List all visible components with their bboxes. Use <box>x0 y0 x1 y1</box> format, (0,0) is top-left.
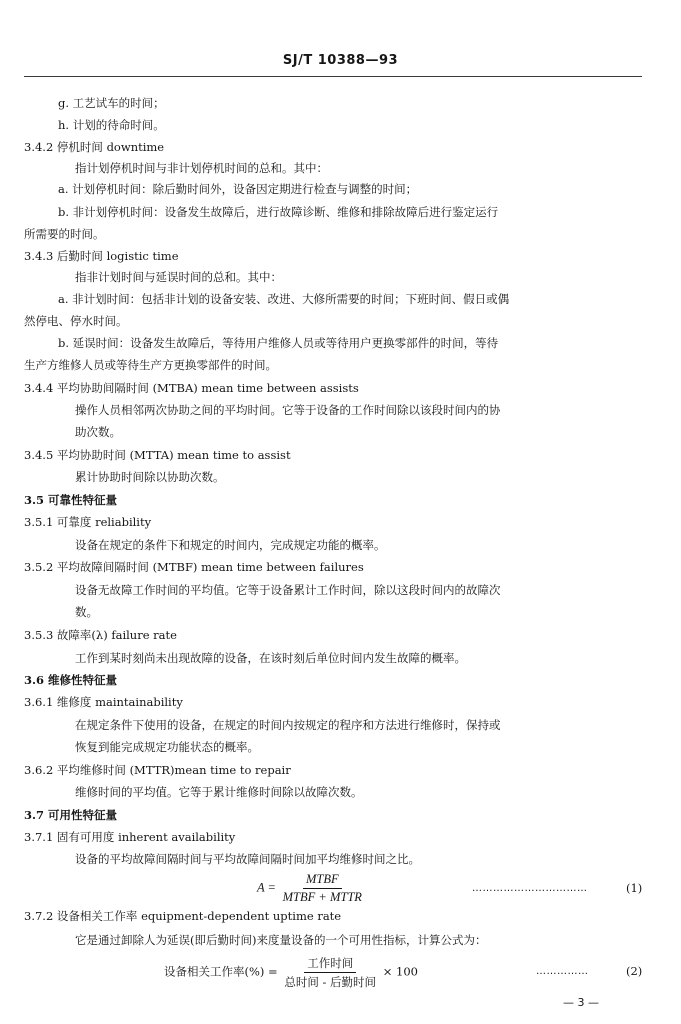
standard-number-header: SJ/T 10388—93 <box>282 53 399 68</box>
clause-3-4-3-item-a: a. 非计划时间：包括非计划的设备安装、改进、大修所需要的时间；下班时间、假日或偶 <box>58 292 510 306</box>
formula-1 <box>257 872 365 905</box>
clause-3-7-1-def: 设备的平均故障间隔时间与平均故障间隔时间加平均维修时间之比。 <box>75 852 420 866</box>
formula-2-number: (2) <box>626 964 643 978</box>
clause-3-4-4-def-cont: 助次数。 <box>75 425 121 439</box>
clause-3-4-4-heading: 3.4.4 平均协助间隔时间 (MTBA) mean time between assists <box>24 381 359 395</box>
formula-1-lhs: A = <box>257 880 276 895</box>
clause-3-6-1-heading: 3.6.1 维修度 maintainability <box>24 695 183 709</box>
clause-3-5-3-def: 工作到某时刻尚未出现故障的设备，在该时刻后单位时间内发生故障的概率。 <box>75 651 466 665</box>
clause-3-4-2-heading: 3.4.2 停机时间 downtime <box>24 140 165 154</box>
clause-3-4-2-item-a: a. 计划停机时间：除后勤时间外，设备因定期进行检查与调整的时间； <box>58 182 418 196</box>
clause-3-6-1-def: 在规定条件下使用的设备，在规定的时间内按规定的程序和方法进行维修时，保持或 <box>75 718 501 732</box>
formula-2 <box>164 955 418 990</box>
clause-3-4-3-item-b-cont: 生产方维修人员或等待生产方更换零部件的时间。 <box>24 358 277 372</box>
clause-3-4-3-item-b: b. 延误时间：设备发生故障后，等待用户维修人员或等待用户更换零部件的时间，等待 <box>58 336 499 350</box>
clause-3-6-2-def: 维修时间的平均值。它等于累计维修时间除以故障次数。 <box>75 785 363 799</box>
page-number: — 3 — <box>563 996 599 1009</box>
clause-3-5-1-heading: 3.5.1 可靠度 reliability <box>24 515 152 529</box>
formula-2-fraction <box>281 955 379 990</box>
item-g: g. 工艺试车的时间； <box>58 96 165 110</box>
clause-3-5-heading: 3.5 可靠性特征量 <box>24 493 118 507</box>
formula-2-lhs: 设备相关工作率(%) = <box>164 964 278 979</box>
clause-3-7-2-heading: 3.7.2 设备相关工作率 equipment-dependent uptime rate <box>24 909 342 923</box>
item-h: h. 计划的待命时间。 <box>58 118 165 132</box>
clause-3-5-1-def: 设备在规定的条件下和规定的时间内，完成规定功能的概率。 <box>75 538 386 552</box>
clause-3-4-3-item-a-cont: 然停电、停水时间。 <box>24 314 128 328</box>
clause-3-7-heading: 3.7 可用性特征量 <box>24 808 118 822</box>
clause-3-5-2-def-cont: 数。 <box>75 605 98 619</box>
clause-3-6-heading: 3.6 维修性特征量 <box>24 673 118 687</box>
clause-3-5-2-heading: 3.5.2 平均故障间隔时间 (MTBF) mean time between failures <box>24 560 364 574</box>
clause-3-6-2-heading: 3.6.2 平均维修时间 (MTTR)mean time to repair <box>24 763 291 777</box>
formula-1-leader: …………………………… <box>472 883 588 894</box>
clause-3-4-5-def: 累计协助时间除以协助次数。 <box>75 470 225 484</box>
clause-3-5-2-def: 设备无故障工作时间的平均值。它等于设备累计工作时间，除以这段时间内的故障次 <box>75 583 501 597</box>
formula-2-numerator: 工作时间 <box>304 955 356 973</box>
clause-3-4-2-item-b-cont: 所需要的时间。 <box>24 227 105 241</box>
clause-3-4-3-heading: 3.4.3 后勤时间 logistic time <box>24 249 179 263</box>
formula-2-leader: …………… <box>536 966 589 977</box>
clause-3-4-4-def: 操作人员相邻两次协助之间的平均时间。它等于设备的工作时间除以该段时间内的协 <box>75 403 501 417</box>
clause-3-6-1-def-cont: 恢复到能完成规定功能状态的概率。 <box>75 740 259 754</box>
clause-3-4-2-item-b: b. 非计划停机时间：设备发生故障后，进行故障诊断、维修和排除故障后进行鉴定运行 <box>58 205 499 219</box>
clause-3-4-3-def: 指非计划时间与延误时间的总和。其中： <box>75 270 282 284</box>
formula-2-multiplier: × 100 <box>382 964 418 979</box>
header-rule <box>24 76 642 77</box>
formula-2-denominator: 总时间 - 后勤时间 <box>284 975 377 989</box>
formula-1-numerator: MTBF <box>303 872 342 889</box>
formula-1-denominator: MTBF + MTTR <box>282 890 362 904</box>
formula-1-number: (1) <box>626 881 643 895</box>
clause-3-4-5-heading: 3.4.5 平均协助时间 (MTTA) mean time to assist <box>24 448 291 462</box>
clause-3-4-2-def: 指计划停机时间与非计划停机时间的总和。其中： <box>75 161 328 175</box>
clause-3-7-1-heading: 3.7.1 固有可用度 inherent availability <box>24 830 236 844</box>
formula-1-fraction <box>280 872 365 905</box>
clause-3-5-3-heading: 3.5.3 故障率(λ) failure rate <box>24 628 177 642</box>
clause-3-7-2-def: 它是通过卸除人为延误(即后勤时间)来度量设备的一个可用性指标，计算公式为： <box>75 933 487 947</box>
